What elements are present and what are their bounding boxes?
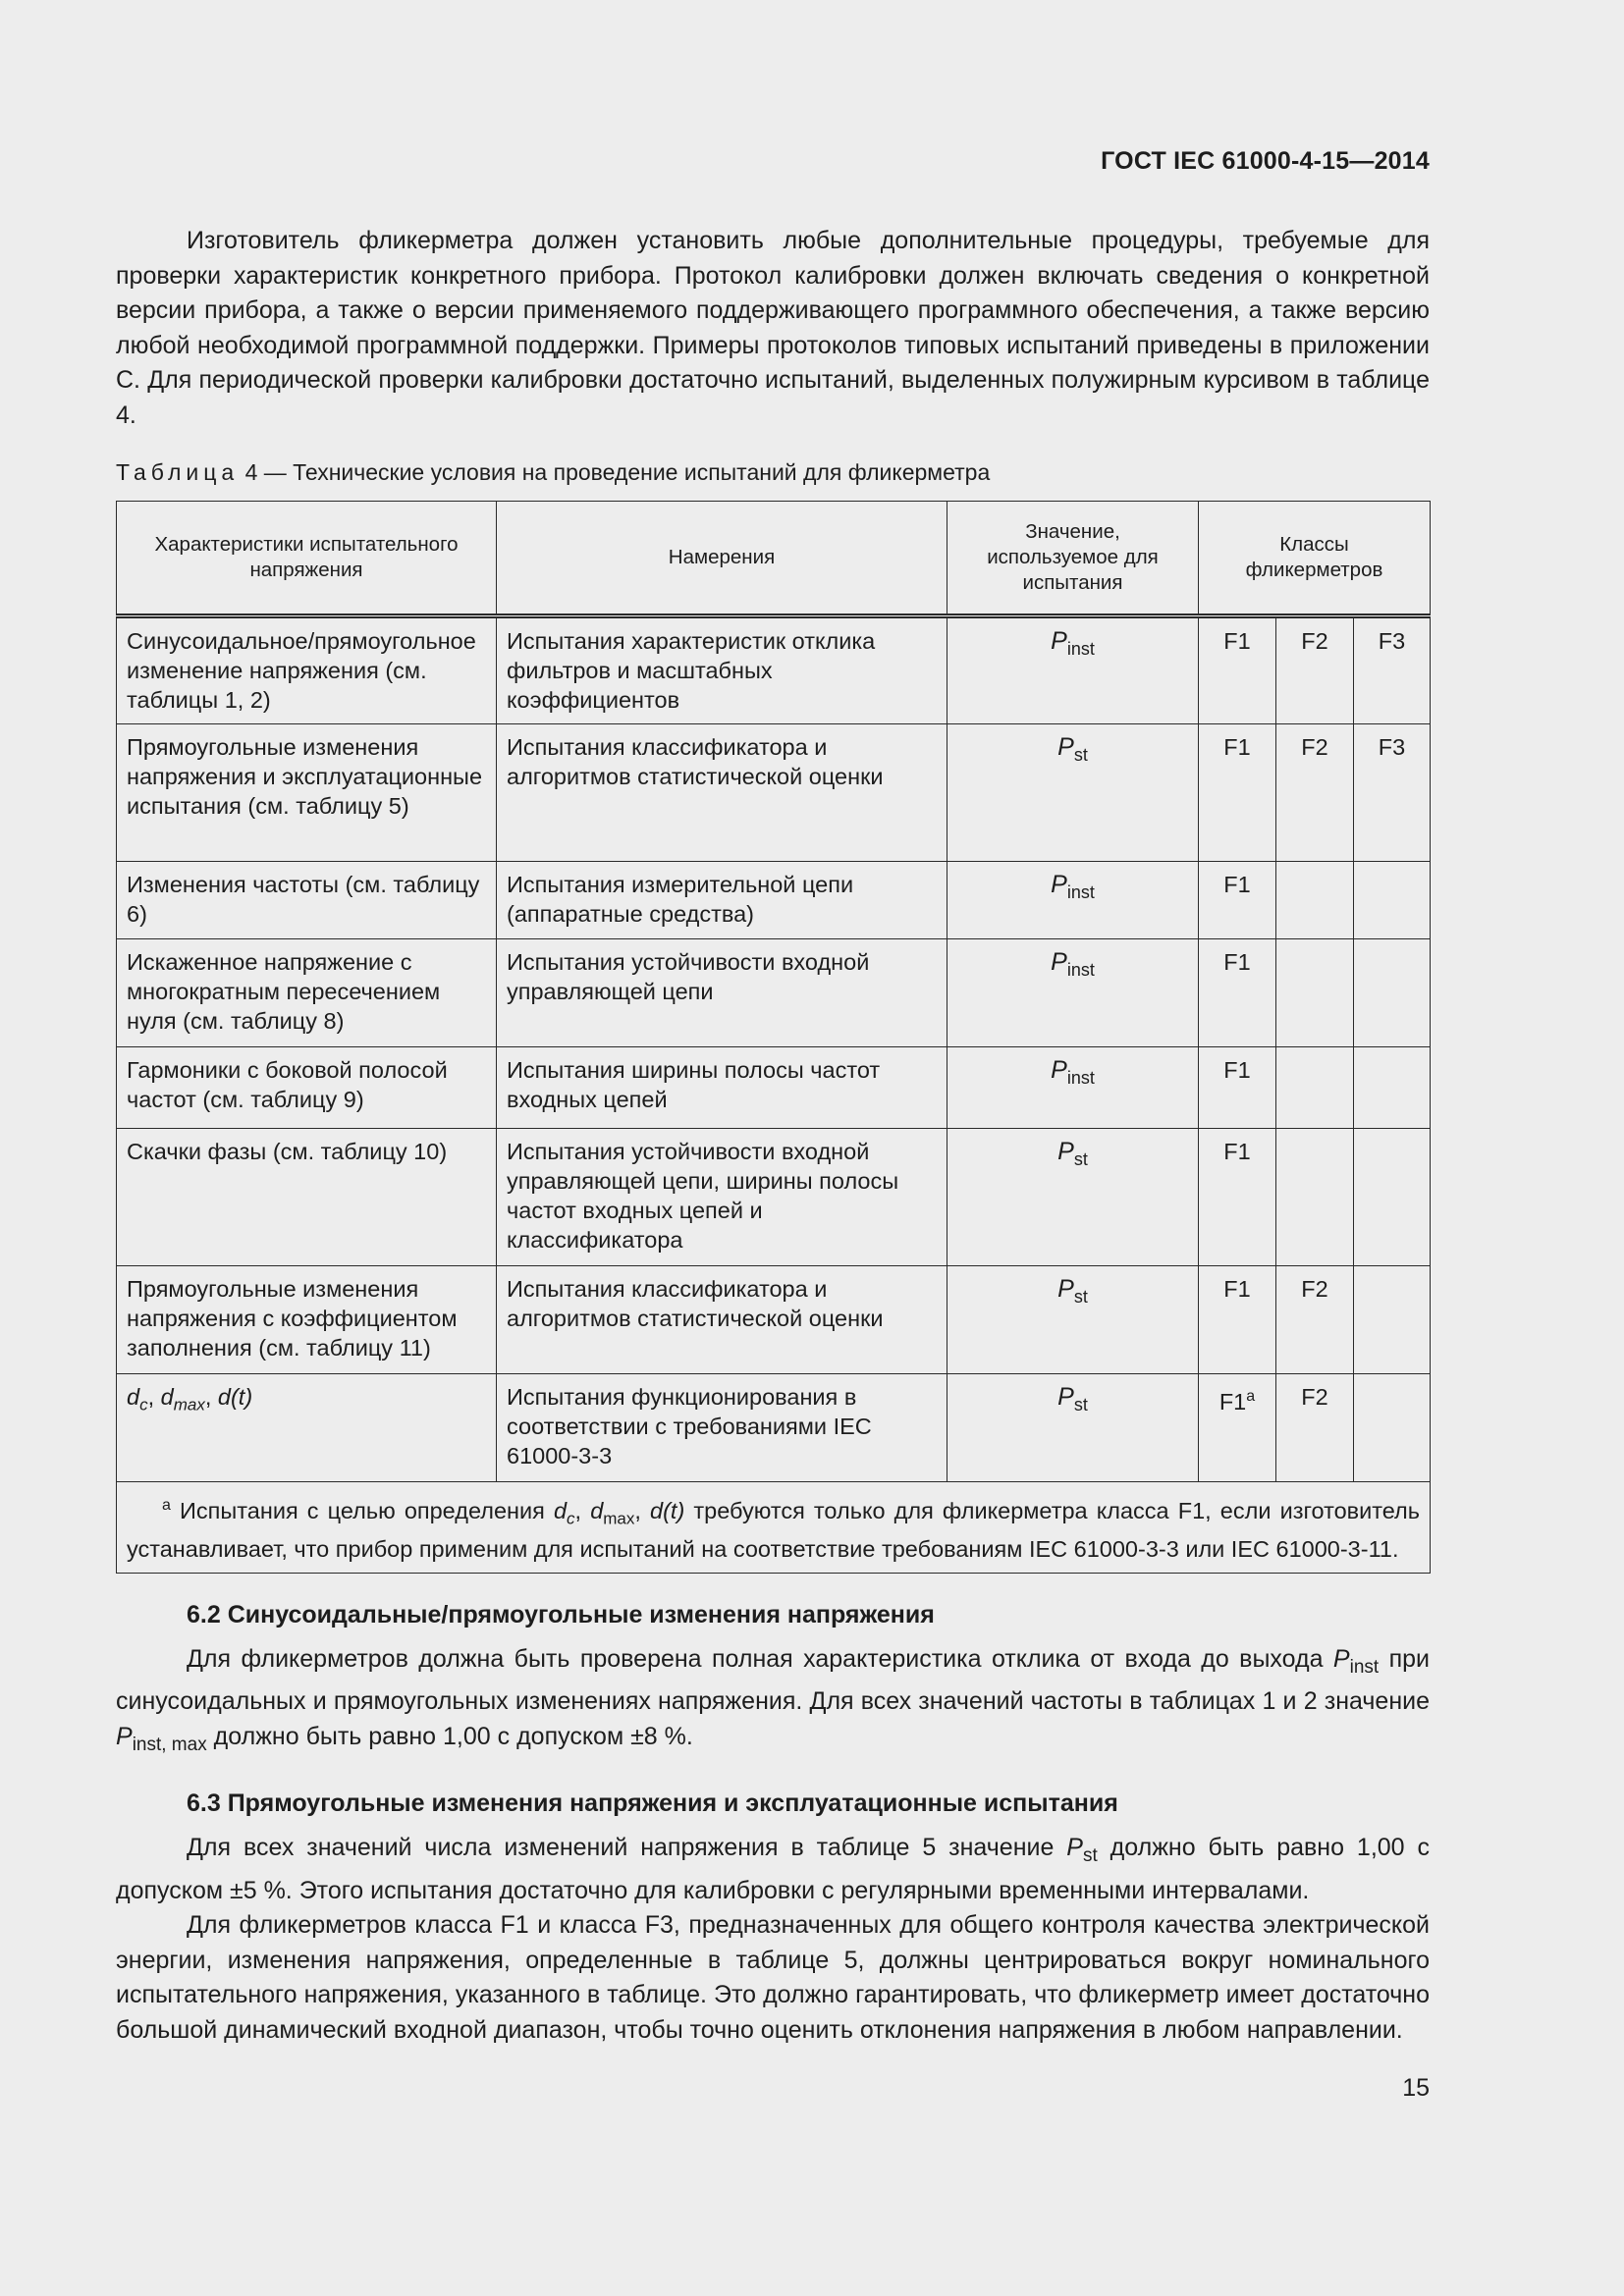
spec-table [116,501,1431,1574]
value-symbol: P [1051,627,1067,655]
cell-value [947,1374,1199,1482]
cell-class-2 [1276,862,1354,939]
table-footnote-row [117,1482,1431,1574]
table-row [117,862,1431,939]
cell-value [947,1266,1199,1374]
cell-value [947,1047,1199,1129]
cell-class-1: F1 [1199,862,1276,939]
page-content [116,224,1430,2048]
value-symbol: P [1051,1056,1067,1084]
cell-intent: Испытания измерительной цепи (аппаратные средства) [497,862,947,939]
cell-class-2: F2 [1276,1266,1354,1374]
symbol-d: d [160,1384,174,1410]
cell-class-3 [1354,1374,1431,1482]
header-classes: Классы фликерметров [1199,502,1431,616]
value-symbol: P [1057,1383,1074,1411]
cell-class-1: F1 [1199,724,1276,862]
value-subscript: st [1073,1395,1088,1415]
cell-class-3 [1354,939,1431,1047]
cell-intent: Испытания классификатора и алгоритмов статистической оценки [497,1266,947,1374]
cell-intent: Испытания классификатора и алгоритмов статистической оценки [497,724,947,862]
value-subscript: st [1073,1149,1088,1169]
cell-value [947,862,1199,939]
cell-class-3: F3 [1354,724,1431,862]
cell-intent: Испытания характеристик отклика фильтров и масштабных коэффициентов [497,616,947,724]
cell-value [947,1129,1199,1266]
cell-class-3: F3 [1354,616,1431,724]
cell-class-3 [1354,1266,1431,1374]
cell-class-1: F1$^a$ [1199,1374,1276,1482]
cell-value [947,939,1199,1047]
value-symbol: P [1057,1275,1074,1303]
table-row [117,616,1431,724]
cell-characteristic: Гармоники с боковой полосой частот (см. таблицу 9) [117,1047,497,1129]
header-intent: Намерения [497,502,947,616]
cell-intent: Испытания устойчивости входной управляющей цепи [497,939,947,1047]
value-symbol: P [1051,948,1067,976]
cell-intent: Испытания устойчивости входной управляющей цепи, ширины полосы частот входных цепей и классификатора [497,1129,947,1266]
cell-intent: Испытания ширины полосы частот входных цепей [497,1047,947,1129]
value-symbol: P [1057,1138,1074,1165]
section-6-2-text: Для фликерметров должна быть проверена полная характеристика отклика от входа до выхода $P_{inst}$ при синусоидальных и прямоугольных изменениях напряжения. Для всех значений частоты в таблицах 1 и 2 значение $P_{inst, max}$ должно быть равно 1,00 с допуском ±8 %. [116,1644,1431,1755]
value-subscript: inst [1066,1068,1095,1088]
section-6-3-paragraph-1: Для всех значений числа изменений напряжения в таблице 5 значение $P_{st}$ должно быть равно 1,00 с допуском ±5 %. Этого испытания достаточно для калибровки с регулярными временными интервалами. [116,1834,1430,1904]
cell-characteristic: Синусоидальное/прямоугольное изменение напряжения (см. таблицы 1, 2) [117,616,497,724]
cell-intent: Испытания функционирования в соответствии с требованиями IEC 61000-3-3 [497,1374,947,1482]
symbol-t: (t) [230,1384,253,1410]
section-6-3-paragraph-2: Для фликерметров класса F1 и класса F3, предназначенных для общего контроля качества электрической энергии, изменения напряжения, определенные в таблице 5, должны центрироваться вокруг номинального испытательного напряжения, указанного в таблице. Это должно гарантировать, что фликерметр имеет достаточно большой динамический входной диапазон, чтобы точно оценить отклонения напряжения в любом направлении. [116,1911,1430,2044]
cell-class-2 [1276,1047,1354,1129]
value-symbol: P [1051,871,1067,898]
value-subscript: st [1073,1287,1088,1307]
header-characteristics: Характеристики испытательного напряжения [117,502,497,616]
cell-class-2: F2 [1276,1374,1354,1482]
subscript-max: max [173,1395,205,1415]
cell-class-3 [1354,1129,1431,1266]
header-value: Значение, используемое для испытания [947,502,1199,616]
section-6-3-title: 6.3 Прямоугольные изменения напряжения и эксплуатационные испытания [187,1789,1118,1818]
cell-characteristic: Скачки фазы (см. таблицу 10) [117,1129,497,1266]
table-caption [116,457,1430,487]
table-row [117,1129,1431,1266]
table-row [117,939,1431,1047]
cell-class-2 [1276,1129,1354,1266]
table-caption-label: Таблица [116,459,240,485]
table-caption-text: 4 — Технические условия на проведение испытаний для фликерметра [239,459,991,485]
cell-class-1: F1 [1199,1129,1276,1266]
subscript-c: c [139,1395,148,1415]
cell-class-1: F1 [1199,616,1276,724]
footnote-mark: a [162,1497,171,1514]
intro-paragraph: Изготовитель фликерметра должен установить любые дополнительные процедуры, требуемые для проверки характеристик конкретного прибора. Протокол калибровки должен включать сведения о конкретной версии прибора, а также о версии применяемого поддерживающего программного обеспечения, а также версию любой необходимой программной поддержки. Примеры протоколов типовых испытаний приведены в приложении C. Для периодической проверки калибровки достаточно испытаний, выделенных полужирным курсивом в таблице 4. [116,227,1430,429]
table-row [117,1047,1431,1129]
cell-characteristic: Искаженное напряжение с многократным пересечением нуля (см. таблицу 8) [117,939,497,1047]
table-row [117,1374,1431,1482]
symbol-d: d [127,1384,140,1410]
cell-characteristic: $d_c$, $d_{max}$, d(t) [117,1374,497,1482]
cell-class-2 [1276,939,1354,1047]
table-footnote: $^a$ Испытания с целью определения $d_c$, $d_{max}$, d(t) требуются только для фликерметра класса F1, если изготовитель устанавливает, что прибор применим для испытаний на соответствие требованиям IEC 61000-3-3 или IEC 61000-3-11. [117,1482,1431,1574]
footnote-mark: a [1246,1388,1256,1405]
value-subscript: inst [1066,882,1095,902]
cell-class-1: F1 [1199,1047,1276,1129]
value-subscript: st [1073,745,1088,765]
cell-class-3 [1354,862,1431,939]
cell-characteristic: Изменения частоты (см. таблицу 6) [117,862,497,939]
table-row [117,724,1431,862]
value-symbol: P [1057,733,1074,761]
cell-class-1: F1 [1199,1266,1276,1374]
value-subscript: inst [1066,960,1095,980]
cell-class-1: F1 [1199,939,1276,1047]
cell-value [947,616,1199,724]
cell-characteristic: Прямоугольные изменения напряжения с коэффициентом заполнения (см. таблицу 11) [117,1266,497,1374]
value-subscript: inst [1066,639,1095,659]
cell-characteristic: Прямоугольные изменения напряжения и эксплуатационные испытания (см. таблицу 5) [117,724,497,862]
cell-class-3 [1354,1047,1431,1129]
page-number: 15 [1402,2074,1430,2102]
symbol-d: d [217,1384,231,1410]
table-row [117,1266,1431,1374]
table-header-row [117,502,1431,616]
cell-value [947,724,1199,862]
document-header: ГОСТ IEC 61000-4-15—2014 [1101,147,1430,175]
section-6-2-title: 6.2 Синусоидальные/прямоугольные изменения напряжения [187,1600,935,1629]
cell-class-2: F2 [1276,616,1354,724]
cell-class-2: F2 [1276,724,1354,862]
